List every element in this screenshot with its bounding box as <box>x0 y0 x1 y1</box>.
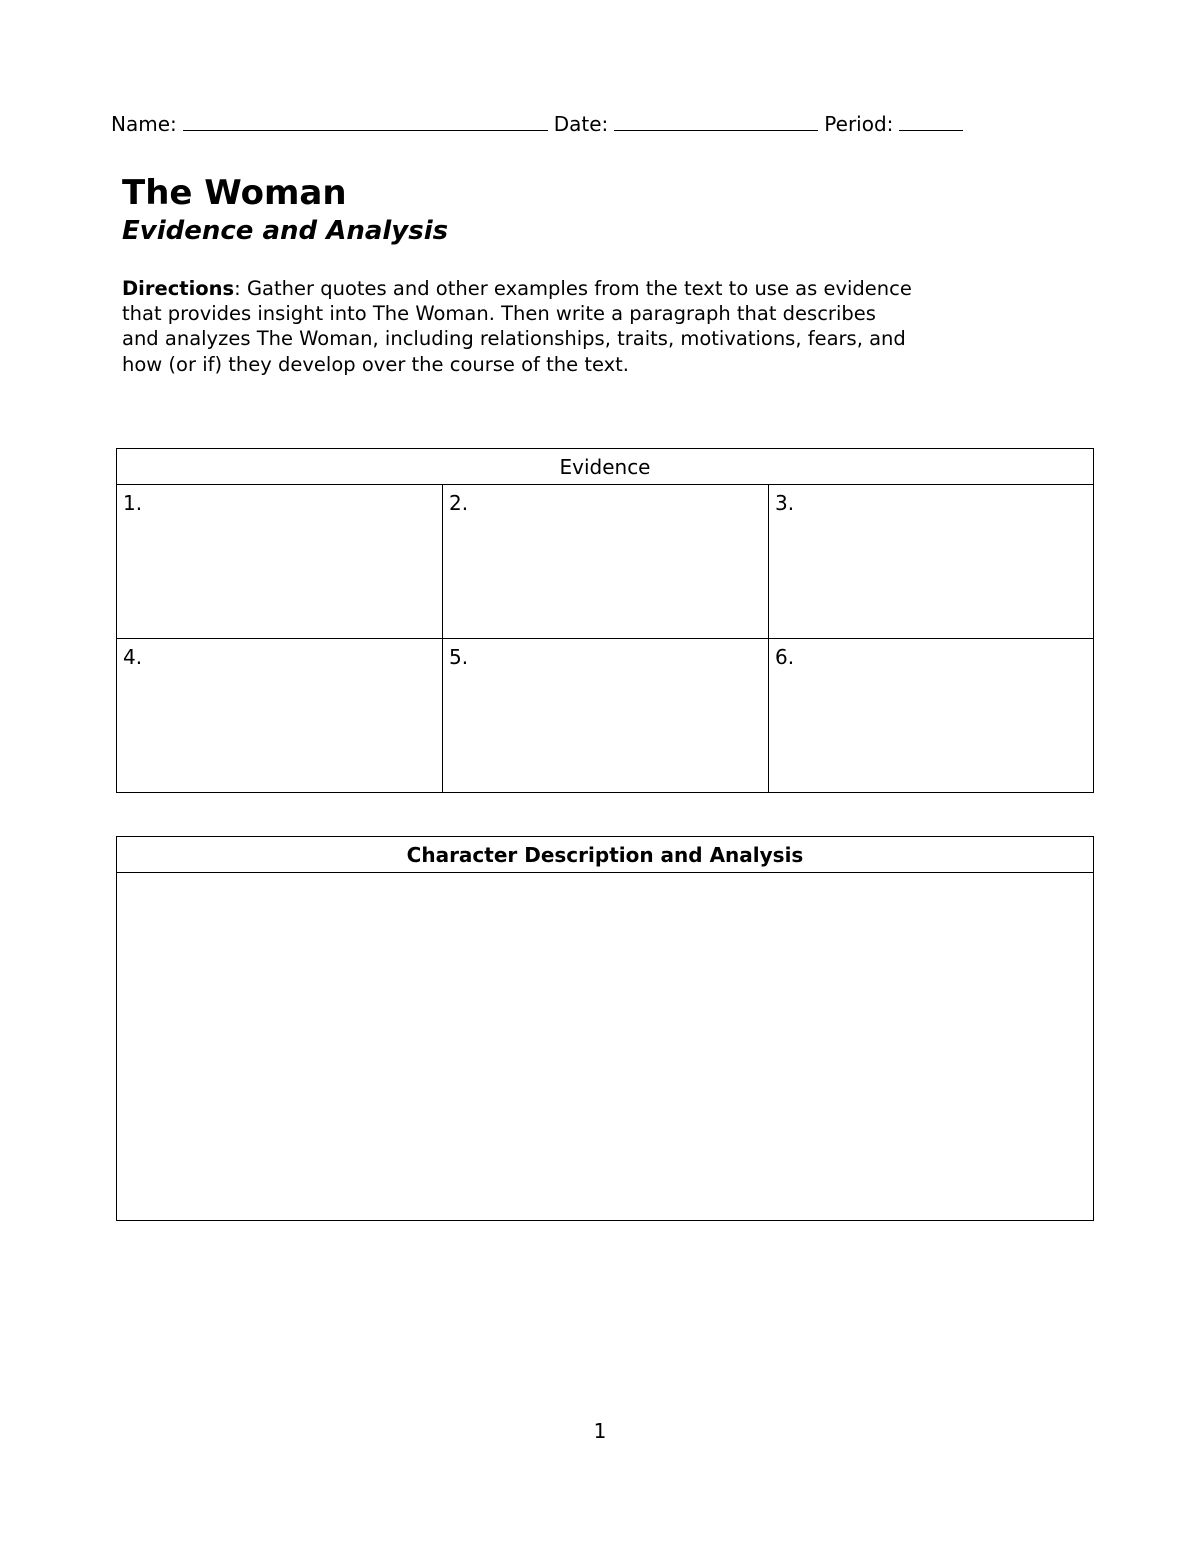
name-blank[interactable] <box>183 110 548 131</box>
evidence-cell-5[interactable]: 5. <box>443 639 769 792</box>
evidence-cell-2[interactable]: 2. <box>443 485 769 639</box>
date-label: Date: <box>553 112 609 136</box>
analysis-writing-area[interactable] <box>117 873 1093 1220</box>
evidence-heading: Evidence <box>117 449 1093 485</box>
page-title: The Woman <box>122 173 347 213</box>
analysis-heading: Character Description and Analysis <box>117 837 1093 873</box>
evidence-cell-4[interactable]: 4. <box>117 639 443 792</box>
directions-text: : Gather quotes and other examples from the text to use as evidence that provides insight into The Woman. Then write a paragraph that describes and analyzes The Woman, including relationships, traits, motivations, fears, and how (or if) they develop over the course of the text. <box>122 277 912 376</box>
period-blank[interactable] <box>899 110 963 131</box>
evidence-cell-3[interactable]: 3. <box>769 485 1093 639</box>
period-label: Period: <box>824 112 894 136</box>
name-label: Name: <box>111 112 177 136</box>
evidence-grid <box>117 485 1093 792</box>
date-blank[interactable] <box>614 110 818 131</box>
student-info-line <box>111 110 969 138</box>
directions-label: Directions <box>122 277 235 300</box>
evidence-table <box>116 448 1094 793</box>
directions-paragraph <box>122 276 912 377</box>
evidence-cell-1[interactable]: 1. <box>117 485 443 639</box>
evidence-cell-6[interactable]: 6. <box>775 645 795 669</box>
page-subtitle: Evidence and Analysis <box>122 216 449 246</box>
page-number: 1 <box>593 1419 607 1443</box>
analysis-table <box>116 836 1094 1221</box>
